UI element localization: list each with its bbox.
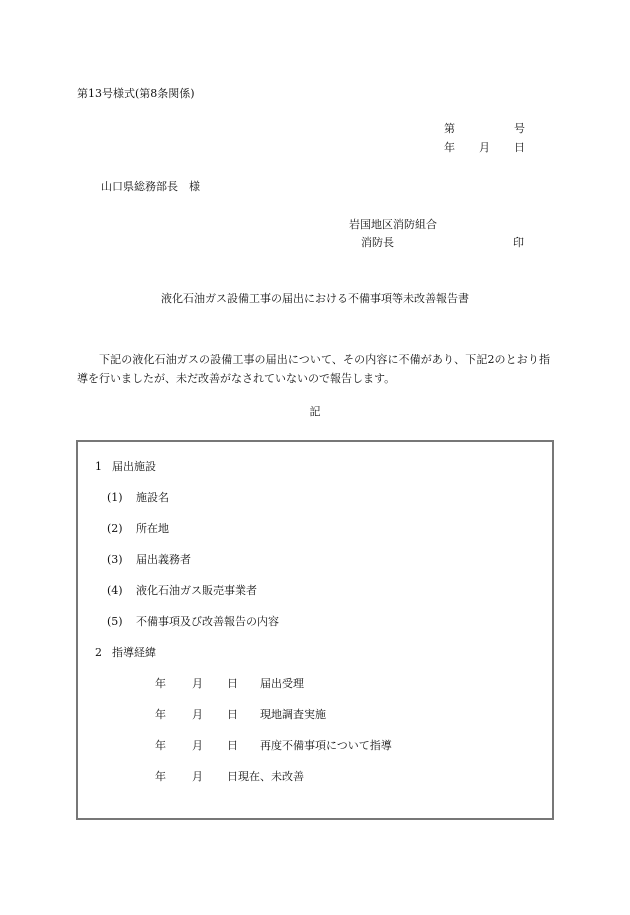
form-number: 第13号様式(第8条関係) [77,87,195,100]
date-day-label: 日 [514,141,525,154]
section1-item-no: (3) [107,553,123,566]
section1-item-no: (4) [107,584,123,597]
section1-item-label: 液化石油ガス販売事業者 [136,584,257,597]
history-row-year: 年 [155,770,166,783]
history-row-event: 届出受理 [260,677,304,690]
section1-label: 届出施設 [112,460,156,473]
addressee: 山口県総務部長 様 [101,180,200,193]
history-row-year: 年 [155,677,166,690]
body-paragraph: 下記の液化石油ガスの設備工事の届出について、その内容に不備があり、下記2のとおり指導を行いましたが、未だ改善がなされていないので報告します。 [77,353,550,385]
document-number-prefix: 第 [444,122,455,135]
sender-title: 消防長 [361,236,394,249]
section1-item-label: 施設名 [136,491,169,504]
section2-label: 指導経緯 [112,646,156,659]
section1-item-label: 届出義務者 [136,553,191,566]
history-row-day: 日 [227,739,238,752]
history-row-event: 現地調査実施 [260,708,326,721]
history-row-month: 月 [192,677,203,690]
history-row-day: 日現在、 [227,770,271,783]
section1-item-no: (2) [107,522,123,535]
section2-number: 2 [95,646,102,659]
section1-number: 1 [95,460,102,473]
details-box [76,440,554,820]
history-row-month: 月 [192,770,203,783]
section1-item-no: (1) [107,491,123,504]
history-row-year: 年 [155,739,166,752]
history-row-year: 年 [155,708,166,721]
section1-item-label: 不備事項及び改善報告の内容 [136,615,279,628]
history-row-month: 月 [192,739,203,752]
history-row-day: 日 [227,677,238,690]
seal-mark: 印 [513,236,524,249]
history-row-event: 未改善 [271,770,304,783]
document-number-suffix: 号 [514,122,525,135]
section1-item-label: 所在地 [136,522,169,535]
sender-organization: 岩国地区消防組合 [349,218,437,231]
section1-item-no: (5) [107,615,123,628]
ki-heading: 記 [309,405,321,418]
history-row-event: 再度不備事項について指導 [260,739,392,752]
date-year-label: 年 [444,141,455,154]
history-row-day: 日 [227,708,238,721]
history-row-month: 月 [192,708,203,721]
document-title: 液化石油ガス設備工事の届出における不備事項等未改善報告書 [161,292,469,305]
date-month-label: 月 [479,141,490,154]
